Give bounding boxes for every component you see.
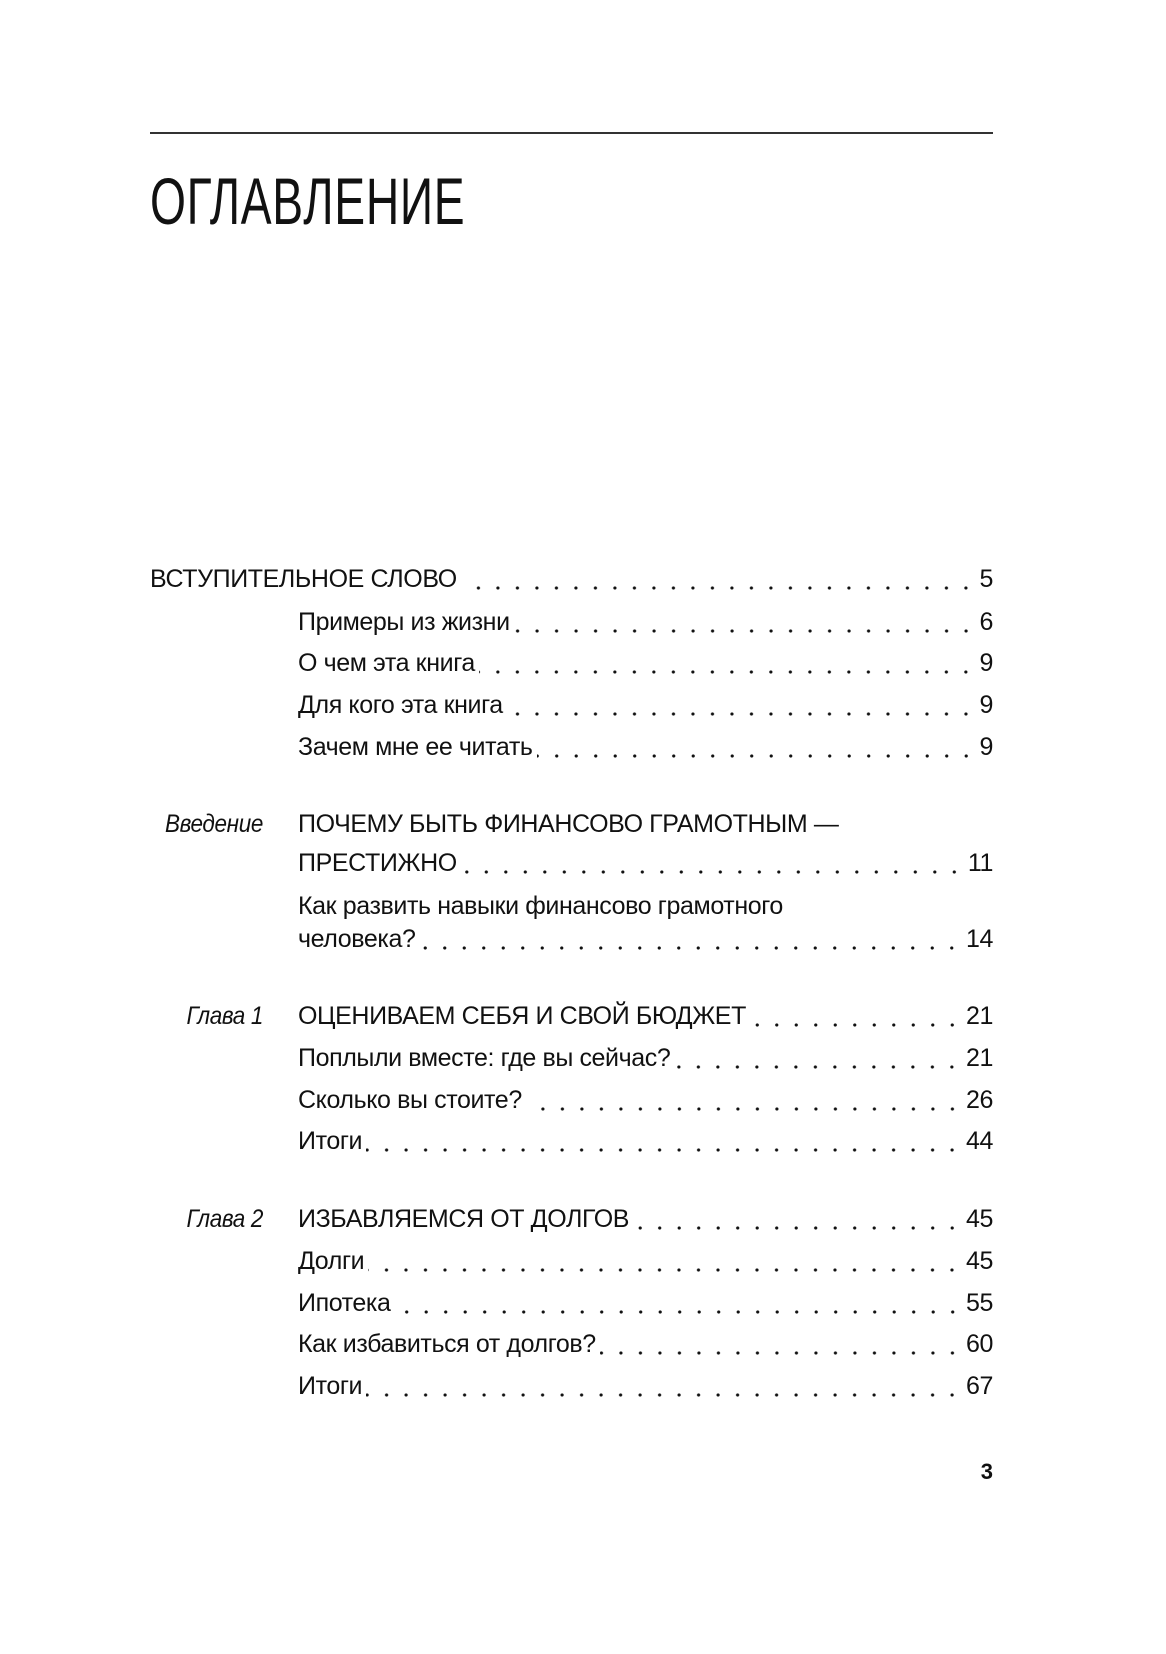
- entry-page-number: 67: [965, 1372, 993, 1400]
- dot-leader: [514, 606, 976, 638]
- toc-entry: [150, 563, 993, 595]
- entry-title: ВСТУПИТЕЛЬНОЕ СЛОВО: [150, 565, 457, 593]
- dot-leader: [600, 1328, 962, 1360]
- entry-title: Итоги: [298, 1372, 363, 1400]
- toc-entry: [150, 1084, 993, 1116]
- chapter-label: Введение: [164, 810, 263, 838]
- toc-entry: [150, 847, 993, 879]
- dot-leader: [366, 1125, 962, 1157]
- toc-entry: [150, 1370, 993, 1402]
- dot-leader: [479, 647, 976, 679]
- dot-leader: [526, 1084, 962, 1116]
- entry-title: О чем эта книга: [298, 649, 475, 677]
- entry-title: Поплыли вместе: где вы сейчас?: [298, 1044, 671, 1072]
- chapter-label: Глава 1: [186, 1002, 263, 1030]
- entry-title: ОЦЕНИВАЕМ СЕБЯ И СВОЙ БЮДЖЕТ: [298, 1002, 746, 1030]
- dot-leader: [419, 923, 962, 955]
- dot-leader: [537, 731, 976, 763]
- dot-leader: [461, 847, 964, 879]
- entry-title: человека?: [298, 925, 416, 953]
- dot-leader: [750, 1000, 962, 1032]
- dot-leader: [674, 1042, 962, 1074]
- entry-title: ПОЧЕМУ БЫТЬ ФИНАНСОВО ГРАМОТНЫМ —: [298, 810, 839, 838]
- entry-page-number: 5: [979, 565, 993, 593]
- entry-page-number: 21: [965, 1002, 993, 1030]
- dot-leader: [368, 1245, 962, 1277]
- dot-leader: [507, 689, 976, 721]
- entry-page-number: 26: [965, 1086, 993, 1114]
- toc-entry: [150, 1000, 993, 1032]
- entry-page-number: 45: [965, 1247, 993, 1275]
- entry-title: Примеры из жизни: [298, 608, 510, 636]
- entry-title: Как развить навыки финансово грамотного: [298, 892, 783, 920]
- toc-entry: [150, 1042, 993, 1074]
- entry-page-number: 9: [979, 733, 993, 761]
- dot-leader: [395, 1287, 962, 1319]
- entry-page-number: 14: [965, 925, 993, 953]
- toc-entry: [150, 606, 993, 638]
- page-number: 3: [980, 1459, 993, 1484]
- toc-entry: [150, 1245, 993, 1277]
- entry-page-number: 21: [965, 1044, 993, 1072]
- entry-title: Ипотека: [298, 1289, 391, 1317]
- toc-entry: [150, 1125, 993, 1157]
- entry-page-number: 44: [965, 1127, 993, 1155]
- toc-entry: [150, 647, 993, 679]
- entry-title: ПРЕСТИЖНО: [298, 849, 457, 877]
- chapter-label: Глава 2: [186, 1205, 263, 1233]
- entry-title: Сколько вы стоите?: [298, 1086, 522, 1114]
- dot-leader: [633, 1203, 962, 1235]
- toc-entry: [150, 731, 993, 763]
- entry-title: Долги: [298, 1247, 365, 1275]
- top-rule: [150, 132, 993, 134]
- toc-entry: [150, 1203, 993, 1235]
- entry-title: ИЗБАВЛЯЕМСЯ ОТ ДОЛГОВ: [298, 1205, 630, 1233]
- toc-entry: [150, 890, 993, 922]
- entry-page-number: 9: [979, 649, 993, 677]
- dot-leader: [366, 1370, 962, 1402]
- entry-page-number: 60: [965, 1330, 993, 1358]
- page-title: ОГЛАВЛЕНИЕ: [150, 164, 466, 238]
- entry-page-number: 45: [965, 1205, 993, 1233]
- entry-page-number: 6: [979, 608, 993, 636]
- toc-entry: [150, 923, 993, 955]
- toc-entry: [150, 1287, 993, 1319]
- toc-entry: [150, 1328, 993, 1360]
- entry-title: Зачем мне ее читать: [298, 733, 533, 761]
- entry-page-number: 55: [965, 1289, 993, 1317]
- entry-title: Итоги: [298, 1127, 363, 1155]
- entry-title: Как избавиться от долгов?: [298, 1330, 596, 1358]
- entry-page-number: 9: [979, 691, 993, 719]
- toc-entry: [150, 808, 993, 840]
- entry-title: Для кого эта книга: [298, 691, 503, 719]
- toc-entry: [150, 689, 993, 721]
- dot-leader: [461, 563, 976, 595]
- entry-page-number: 11: [967, 849, 993, 877]
